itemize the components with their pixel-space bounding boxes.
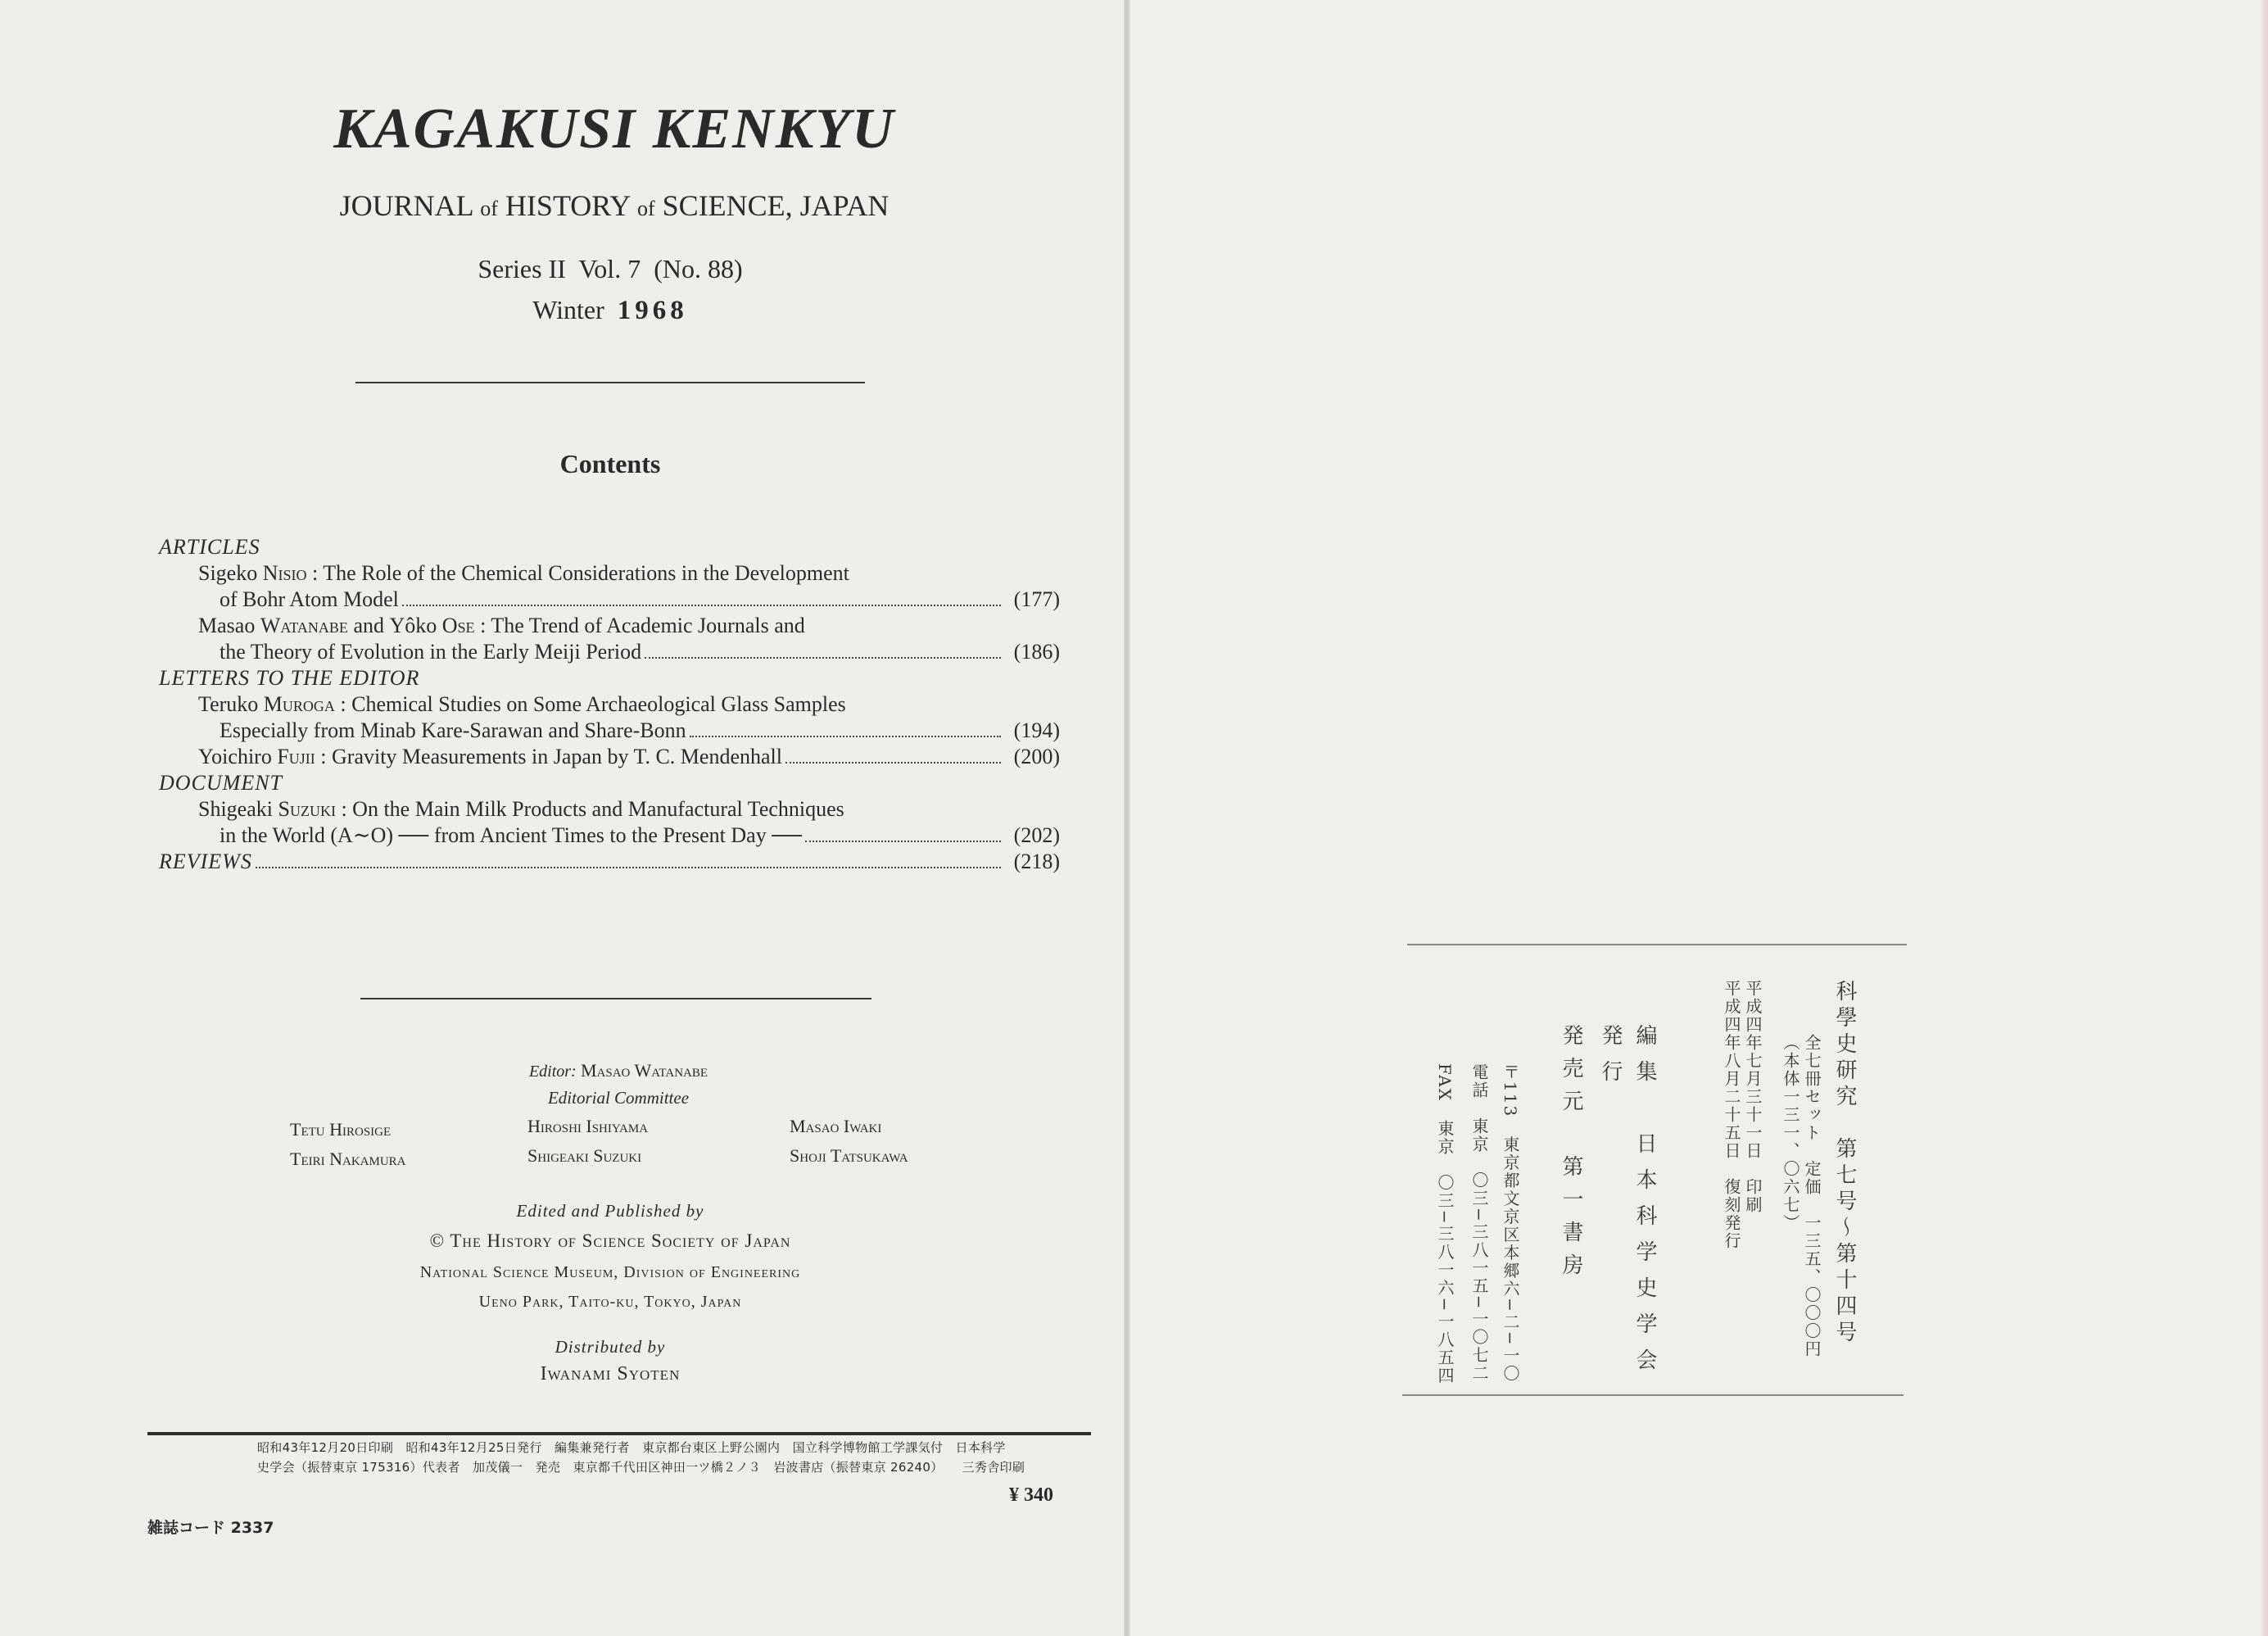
conjunction: and — [353, 614, 384, 637]
toc-entry[interactable] — [159, 691, 1060, 718]
entry-title-cont: in the World (A∼O) ── from Ancient Times to the Present Day ── — [220, 823, 803, 847]
leader-dots — [645, 657, 1001, 659]
subtitle-of-2: of — [636, 197, 655, 220]
committee-member: Teiri Nakamura — [290, 1149, 406, 1169]
section-reviews: REVIEWS — [159, 850, 252, 873]
journal-subtitle — [229, 188, 999, 223]
divider-middle — [360, 998, 871, 999]
committee-member: Shoji Tatsukawa — [790, 1145, 908, 1166]
entry-title: : Gravity Measurements in Japan by T. C. Mendenhall — [320, 745, 782, 768]
entry-title: : The Trend of Academic Journals and — [480, 614, 805, 637]
reprint-print-date: 平成四年七月三十一日 印刷 — [1743, 980, 1763, 1214]
toc-entry[interactable] — [159, 744, 1060, 770]
right-page — [1130, 0, 2268, 1636]
toc-entry-cont[interactable] — [159, 587, 1060, 613]
issue-date — [311, 295, 909, 326]
editor-line — [475, 1060, 762, 1081]
author-first: Shigeaki — [198, 797, 273, 821]
author-last: Fujii — [277, 745, 315, 768]
committee-member: Hiroshi Ishiyama — [527, 1116, 649, 1136]
issue-season: Winter — [532, 295, 604, 324]
edited-by-label: Edited and Published by — [516, 1201, 704, 1221]
author-last: Nisio — [262, 561, 307, 585]
contents-heading: Contents — [559, 449, 661, 478]
author-last: Muroga — [263, 692, 335, 716]
reprint-seller: 発売元 第一書房 — [1559, 1024, 1583, 1286]
committee-member: Shigeaki Suzuki — [527, 1145, 642, 1166]
reprint-phone: 電話 東京 〇三−三八一五−一〇七二 — [1469, 1063, 1489, 1383]
publisher-name: © The History of Science Society of Japan — [429, 1230, 791, 1251]
editor-label: Editor: — [528, 1063, 577, 1081]
book-spine — [1124, 0, 1130, 1636]
author-last: Suzuki — [278, 797, 336, 821]
leader-dots — [256, 867, 1001, 868]
committee-member: Masao Iwaki — [790, 1116, 882, 1136]
page-number: (202) — [1013, 823, 1060, 847]
price-label: ¥ 340 — [1009, 1484, 1053, 1506]
leader-dots — [805, 841, 1001, 842]
reprint-editor-label: 編集 — [1632, 1024, 1657, 1096]
entry-title: : On the Main Milk Products and Manufactural Techniques — [341, 797, 844, 821]
page-number: (194) — [1013, 718, 1060, 742]
author-first: Sigeko — [198, 561, 258, 585]
colophon-line-1: 昭和43年12月20日印刷 昭和43年12月25日発行 編集兼発行者 東京都台東区上野公園内 国立科学博物館工学課気付 日本科学 — [257, 1440, 1006, 1455]
reprint-rule-bottom — [1402, 1394, 1904, 1396]
leader-dots — [402, 605, 1001, 606]
reprint-set-price: 全七冊セット 定価 一三五、〇〇〇円 — [1802, 1034, 1822, 1358]
reprint-publisher-label: 発行 — [1598, 1024, 1623, 1096]
subtitle-of-1: of — [480, 197, 498, 220]
reprint-base-price: （本体一三一、〇六七） — [1781, 1034, 1800, 1232]
editor-name: Masao Watanabe — [580, 1060, 708, 1081]
journal-title: KAGAKUSI KENKYU — [333, 97, 895, 161]
page-number: (177) — [1013, 587, 1060, 611]
author-first: Yoichiro — [198, 745, 272, 768]
author2-last: Ose — [441, 614, 475, 637]
entry-title: : The Role of the Chemical Considerations in the Development — [312, 561, 849, 585]
reprint-address: 〒113 東京都文京区本郷六−二−一〇 — [1501, 1063, 1520, 1383]
left-page — [0, 0, 1124, 1636]
divider-colophon — [147, 1432, 1091, 1435]
table-of-contents — [159, 534, 1060, 875]
section-letters: LETTERS TO THE EDITOR — [159, 666, 420, 690]
reprint-publish-date: 平成四年八月二十五日 復刻発行 — [1722, 980, 1741, 1250]
toc-entry[interactable] — [159, 613, 1060, 639]
page-number: (218) — [1013, 850, 1060, 873]
reprint-title: 科學史研究 第七号〜第十四号 — [1832, 980, 1857, 1347]
page-number: (186) — [1013, 640, 1060, 664]
page-edge — [2261, 0, 2268, 1636]
author-last: Watanabe — [260, 614, 348, 637]
toc-entry-cont[interactable] — [159, 718, 1060, 744]
magazine-code: 雑誌コード 2337 — [147, 1519, 274, 1537]
subtitle-history: HISTORY — [505, 189, 630, 222]
toc-entry[interactable] — [159, 796, 1060, 823]
author-first: Masao — [198, 614, 256, 637]
subtitle-journal: JOURNAL — [339, 189, 473, 222]
author-first: Teruko — [198, 692, 259, 716]
series-volume: Series II Vol. 7 (No. 88) — [478, 254, 743, 283]
entry-title-cont: Especially from Minab Kare-Sarawan and Share-Bonn — [220, 718, 686, 742]
distributed-by-label: Distributed by — [555, 1337, 666, 1357]
section-document: DOCUMENT — [159, 771, 283, 795]
toc-entry-cont[interactable] — [159, 639, 1060, 665]
toc-entry-cont[interactable] — [159, 823, 1060, 849]
publisher-address-1: National Science Museum, Division of Engineering — [419, 1263, 801, 1281]
leader-dots — [785, 762, 1001, 764]
section-articles: ARTICLES — [159, 535, 260, 559]
divider-top — [355, 382, 865, 383]
distributor-name: Iwanami Syoten — [540, 1363, 681, 1384]
leader-dots — [690, 736, 1001, 737]
reprint-editor-name: 日本科学史学会 — [1632, 1132, 1657, 1384]
reprint-fax: FAX 東京 〇三−三八一六−一八五四 — [1435, 1063, 1455, 1385]
issue-year: 1968 — [617, 296, 688, 325]
entry-title-cont: of Bohr Atom Model — [220, 587, 399, 611]
reprint-rule-top — [1407, 944, 1907, 945]
colophon-line-2: 史学会（振替東京 175316）代表者 加茂儀一 発売 東京都千代田区神田一ツ橋２ノ３ 岩波書店（振替東京 26240） 三秀舎印刷 — [257, 1460, 1025, 1475]
toc-entry-reviews[interactable] — [159, 849, 1060, 875]
page-number: (200) — [1013, 745, 1060, 768]
publisher-address-2: Ueno Park, Taito-ku, Tokyo, Japan — [478, 1293, 742, 1311]
reprint-editor — [1630, 1024, 1660, 1384]
entry-title: : Chemical Studies on Some Archaeological Glass Samples — [340, 692, 846, 716]
committee-member: Tetu Hirosige — [290, 1119, 392, 1140]
author2-first: Yôko — [389, 614, 437, 637]
committee-label: Editorial Committee — [547, 1088, 690, 1108]
entry-title-cont: the Theory of Evolution in the Early Meiji Period — [220, 640, 642, 664]
subtitle-science-japan: SCIENCE, JAPAN — [662, 189, 890, 222]
toc-entry[interactable] — [159, 560, 1060, 587]
